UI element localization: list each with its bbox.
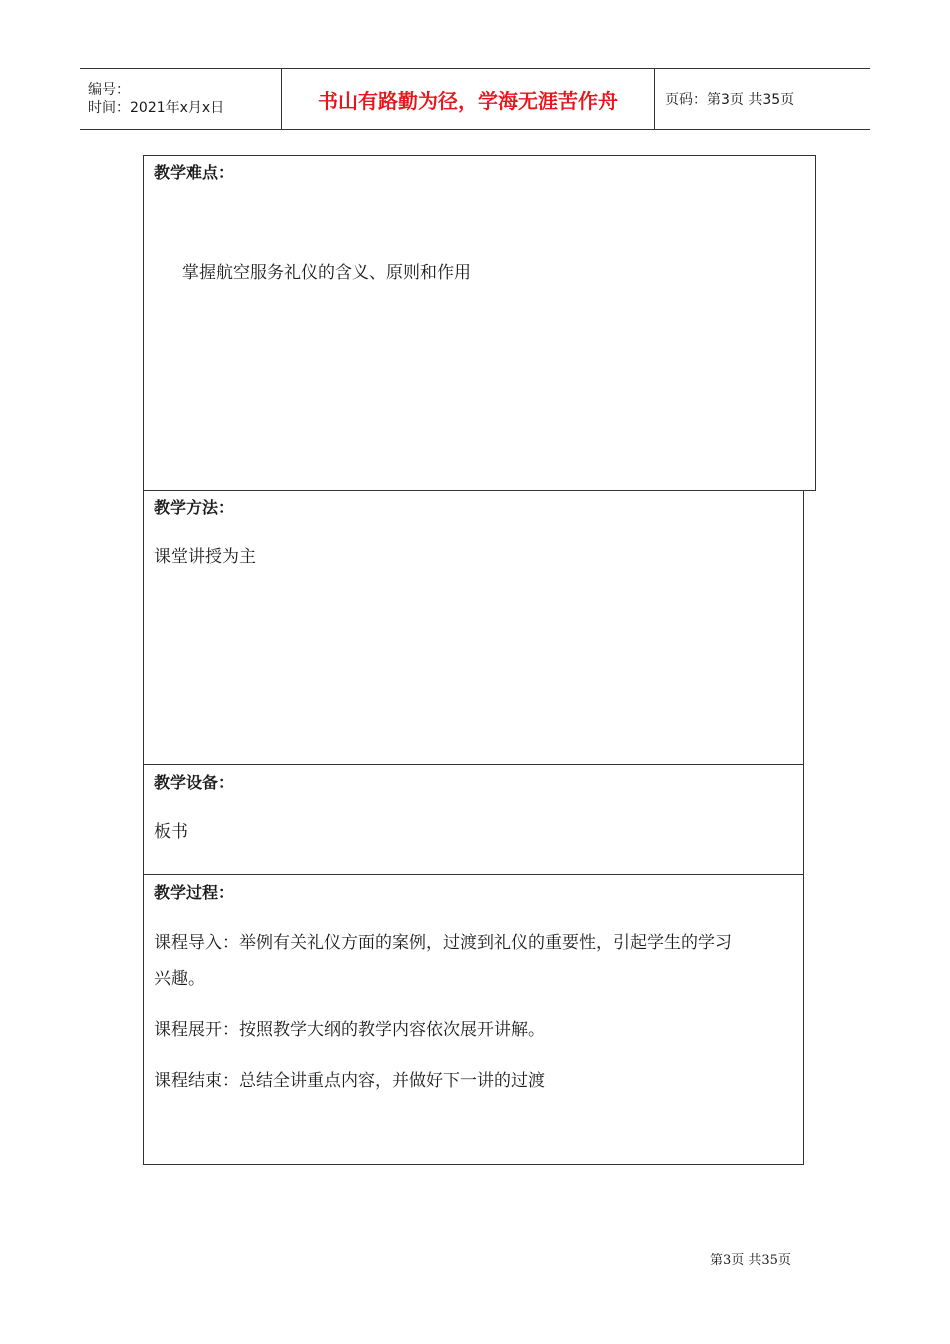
time-label: 时间：2021年x月x日 (88, 100, 225, 116)
header-page-info (655, 69, 870, 129)
header-meta (80, 69, 281, 129)
page-footer (710, 1249, 791, 1268)
page-info-text: 页码：第3页 共35页 (665, 92, 795, 108)
method-content: 课堂讲授为主 (154, 547, 256, 567)
process-intro-line2: 兴趣。 (154, 969, 205, 989)
process-develop: 课程展开：按照教学大纲的教学内容依次展开讲解。 (154, 1020, 545, 1040)
process-end: 课程结束：总结全讲重点内容，并做好下一讲的过渡 (154, 1071, 545, 1091)
difficulty-title: 教学难点： (154, 163, 235, 182)
footer-page-text: 第3页 共35页 (710, 1253, 791, 1268)
method-section (143, 490, 804, 765)
number-label: 编号： (88, 82, 130, 98)
difficulty-section (143, 155, 816, 491)
equipment-title: 教学设备： (154, 773, 235, 792)
difficulty-content: 掌握航空服务礼仪的含义、原则和作用 (182, 263, 471, 283)
page-header (80, 68, 870, 130)
motto-text: 书山有路勤为径，学海无涯苦作舟 (318, 88, 618, 113)
equipment-section (143, 764, 804, 875)
method-title: 教学方法： (154, 498, 235, 517)
process-intro-line1: 课程导入：举例有关礼仪方面的案例，过渡到礼仪的重要性，引起学生的学习 (154, 933, 732, 953)
equipment-content: 板书 (154, 822, 188, 842)
process-section (143, 874, 804, 1165)
process-title: 教学过程： (154, 883, 235, 902)
header-motto (281, 69, 655, 129)
